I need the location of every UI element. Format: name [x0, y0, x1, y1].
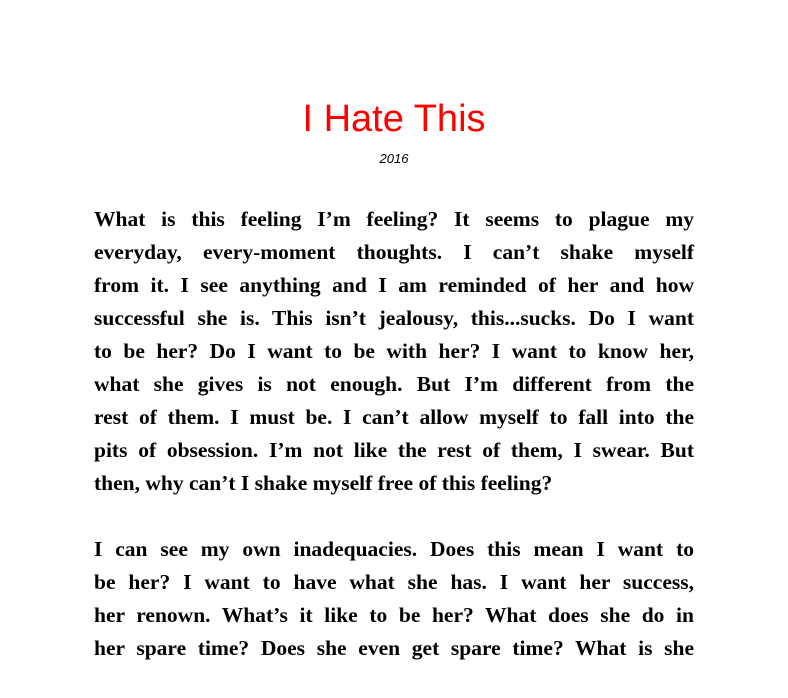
- text-line: What is this feeling I’m feeling? It seems to plague my: [94, 207, 694, 231]
- text-line: then, why can’t I shake myself free of this feeling?: [94, 471, 553, 495]
- text-line: from it. I see anything and I am reminded of her and how: [94, 273, 694, 297]
- text-line: her renown. What’s it like to be her? What does she do in: [94, 603, 694, 627]
- text-line: to be her? Do I want to be with her? I want to know her,: [94, 339, 694, 363]
- text-line: be her? I want to have what she has. I want her success,: [94, 570, 694, 594]
- paragraph-1: [94, 203, 694, 500]
- document-year: 2016: [379, 151, 409, 166]
- text-line: I can see my own inadequacies. Does this mean I want to: [94, 537, 694, 561]
- document-title: I Hate This: [302, 98, 486, 140]
- text-line: her spare time? Does she even get spare time? What is she: [94, 636, 694, 660]
- text-line: rest of them. I must be. I can’t allow myself to fall into the: [94, 405, 694, 429]
- text-line: successful she is. This isn’t jealousy, this...sucks. Do I want: [94, 306, 694, 330]
- text-line: what she gives is not enough. But I’m different from the: [94, 372, 694, 396]
- paragraph-2: [94, 533, 694, 665]
- text-line: pits of obsession. I’m not like the rest of them, I swear. But: [94, 438, 694, 462]
- text-line: everyday, every-moment thoughts. I can’t shake myself: [94, 240, 694, 264]
- document-body: [94, 203, 694, 698]
